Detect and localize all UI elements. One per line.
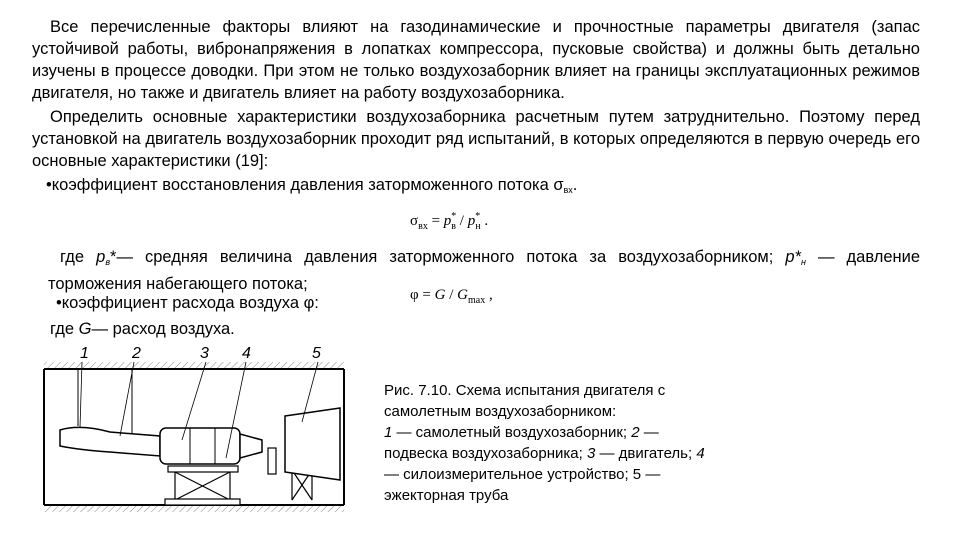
bullet-end: . bbox=[572, 176, 578, 194]
caption-line1: Рис. 7.10. Схема испытания двигателя с bbox=[384, 382, 666, 399]
caption-n4: 4 bbox=[696, 445, 705, 462]
where-b: — расход воздуха. bbox=[91, 320, 235, 338]
where-g: G bbox=[78, 320, 92, 338]
desc-pv-sub: в bbox=[105, 257, 111, 267]
figure-label-2: 2 bbox=[132, 345, 141, 362]
where-a: где bbox=[50, 320, 79, 338]
figure-caption bbox=[384, 380, 734, 506]
bullet-flow-coefficient bbox=[56, 292, 319, 314]
bullet-pressure-recovery bbox=[46, 174, 577, 201]
formula-eq: = bbox=[427, 213, 444, 229]
caption-t3: — двигатель; bbox=[595, 445, 697, 462]
bullet-text: коэффициент расхода воздуха φ: bbox=[61, 294, 319, 312]
figure-label-1: 1 bbox=[80, 345, 89, 362]
formula-sigma-sub: вх bbox=[418, 221, 428, 232]
formula-gmax-sub: max bbox=[468, 295, 486, 306]
formula-slash: / bbox=[456, 213, 468, 229]
load-cell bbox=[268, 448, 276, 474]
caption-n2: 2 bbox=[631, 424, 640, 441]
paragraph-tests: Определить основные характеристики воздухозаборника расчетным путем затруднительно. Поэтому перед установкой на двигатель воздухозаборник проходит ряд испытаний, в которых определяются в первую очередь его основные характеристики (19]: bbox=[32, 108, 920, 170]
formula-tail: . bbox=[480, 213, 489, 229]
test-rig-diagram bbox=[40, 340, 365, 525]
figure-label-5: 5 bbox=[312, 345, 321, 362]
formula-p2-sub: н bbox=[475, 221, 481, 232]
bullet-text: коэффициент восстановления давления заторможенного потока σ bbox=[51, 176, 564, 194]
description-line2: торможения набегающего потока; bbox=[48, 275, 308, 293]
desc-b: *— средняя величина давления заторможенного потока за воздухозаборником; bbox=[110, 248, 786, 266]
caption-t1: — самолетный воздухозаборник; bbox=[392, 424, 632, 441]
formula-phi bbox=[410, 287, 493, 306]
formula-g: G bbox=[434, 287, 446, 303]
formula-phi-symbol: φ bbox=[410, 287, 419, 303]
formula-sigma bbox=[410, 211, 488, 232]
floor-wall bbox=[44, 505, 344, 512]
formula-tail: , bbox=[485, 287, 493, 303]
formula-sigma-symbol: σ bbox=[410, 213, 419, 229]
figure-label-3: 3 bbox=[200, 345, 209, 362]
bullet-subscript: вх bbox=[563, 185, 573, 195]
formula-gmax: G bbox=[457, 287, 468, 303]
formula-p1: p bbox=[443, 213, 452, 229]
bullet-marker: • bbox=[46, 176, 52, 194]
engine bbox=[160, 428, 240, 464]
where-g-line bbox=[50, 318, 235, 340]
caption-line4 bbox=[384, 443, 734, 464]
caption-l4a: подвеска воздухозаборника; bbox=[384, 445, 587, 462]
formula-eq: = bbox=[418, 287, 435, 303]
paragraph-factors: Все перечисленные факторы влияют на газодинамические и прочностные параметры двигателя (запас устойчивой работы, вибронапряжения в лопатках компрессора, пусковые свойства) и должны быть детально изучены в процессе доводки. При этом не только воздухозаборник влияет на границы эксплуатационных режимов двигателя, но также и двигатель влияет на работу воздухозаборника. bbox=[32, 18, 920, 102]
formula-slash: / bbox=[445, 287, 458, 303]
desc-a: где bbox=[60, 248, 97, 266]
formula-p1-sup: * bbox=[451, 211, 457, 222]
formula-p2: p bbox=[467, 213, 476, 229]
desc-pn: p* bbox=[785, 248, 801, 266]
formula-p1-sub: в bbox=[451, 221, 457, 232]
caption-line5: — силоизмерительное устройство; 5 — bbox=[384, 466, 661, 483]
desc-pv: p bbox=[96, 248, 106, 266]
desc-pn-sub: н bbox=[800, 257, 806, 267]
caption-n3: 3 bbox=[586, 445, 596, 462]
caption-n1: 1 bbox=[384, 424, 393, 441]
caption-line3 bbox=[384, 422, 734, 443]
ceiling-wall bbox=[44, 362, 344, 369]
formula-p2-sup: * bbox=[475, 211, 481, 222]
description-line1 bbox=[50, 246, 920, 273]
caption-line6: эжекторная труба bbox=[384, 487, 509, 504]
caption-line2: самолетным воздухозаборником: bbox=[384, 403, 617, 420]
engine-stand bbox=[168, 466, 238, 472]
caption-t2: — bbox=[639, 424, 659, 441]
desc-c: — давление bbox=[805, 248, 921, 266]
ejector-pipe bbox=[285, 408, 340, 480]
figure-label-4: 4 bbox=[242, 345, 251, 362]
bullet-marker: • bbox=[56, 294, 62, 312]
